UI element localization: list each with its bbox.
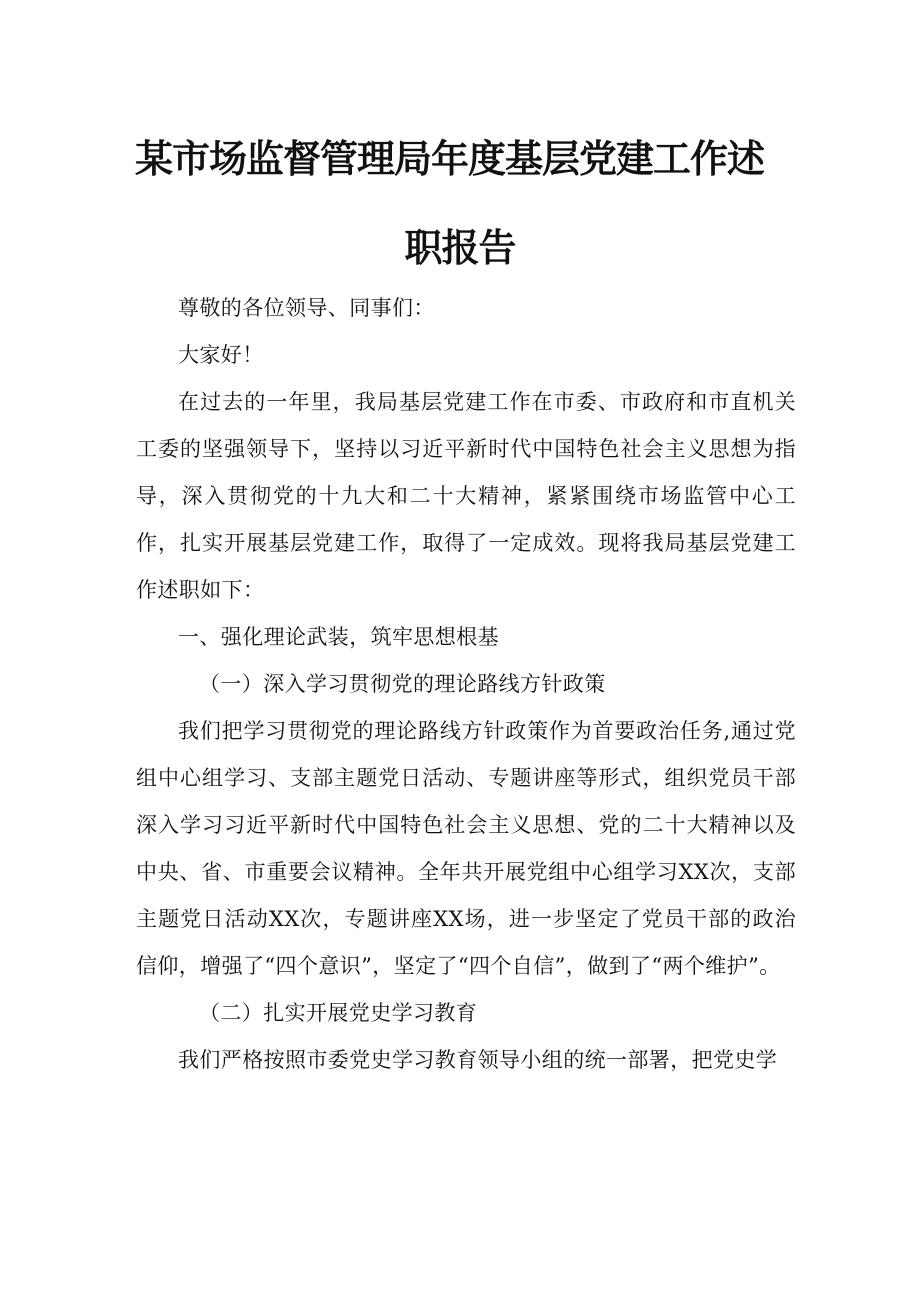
subsection-heading-1: （一）深入学习贯彻党的理论路线方针政策 (199, 672, 606, 696)
salutation: 尊敬的各位领导、同事们： (178, 296, 435, 320)
document-title-line-2: 职报告 (404, 226, 516, 270)
body-paragraph-2: 我们严格按照市委党史学习教育领导小组的统一部署，把党史学 (178, 1048, 778, 1072)
document-title-line-1: 某市场监督管理局年度基层党建工作述 (135, 137, 765, 181)
intro-paragraph: 在过去的一年里，我局基层党建工作在市委、市政府和市直机关工委的坚强领导下，坚持以习近平新时代中国特色社会主义思想为指导，深入贯彻党的十九大和二十大精神，紧紧围绕市场监管中心工作，扎实开展基层党建工作，取得了一定成效。现将我局基层党建工作述职如下： (136, 390, 796, 602)
subsection-heading-2: （二）扎实开展党史学习教育 (199, 1001, 478, 1025)
document-body (136, 285, 796, 1084)
greeting: 大家好！ (178, 343, 264, 367)
body-paragraph-1: 我们把学习贯彻党的理论路线方针政策作为首要政治任务,通过党组中心组学习、支部主题党日活动、专题讲座等形式，组织党员干部深入学习习近平新时代中国特色社会主义思想、党的二十大精神以及中央、省、市重要会议精神。全年共开展党组中心组学习XX次，支部主题党日活动XX次，专题讲座XX场，进一步坚定了党员干部的政治信仰，增强了“四个意识”，坚定了“四个自信”，做到了“两个维护”。 (136, 719, 796, 978)
section-heading-1: 一、强化理论武装，筑牢思想根基 (178, 625, 499, 649)
